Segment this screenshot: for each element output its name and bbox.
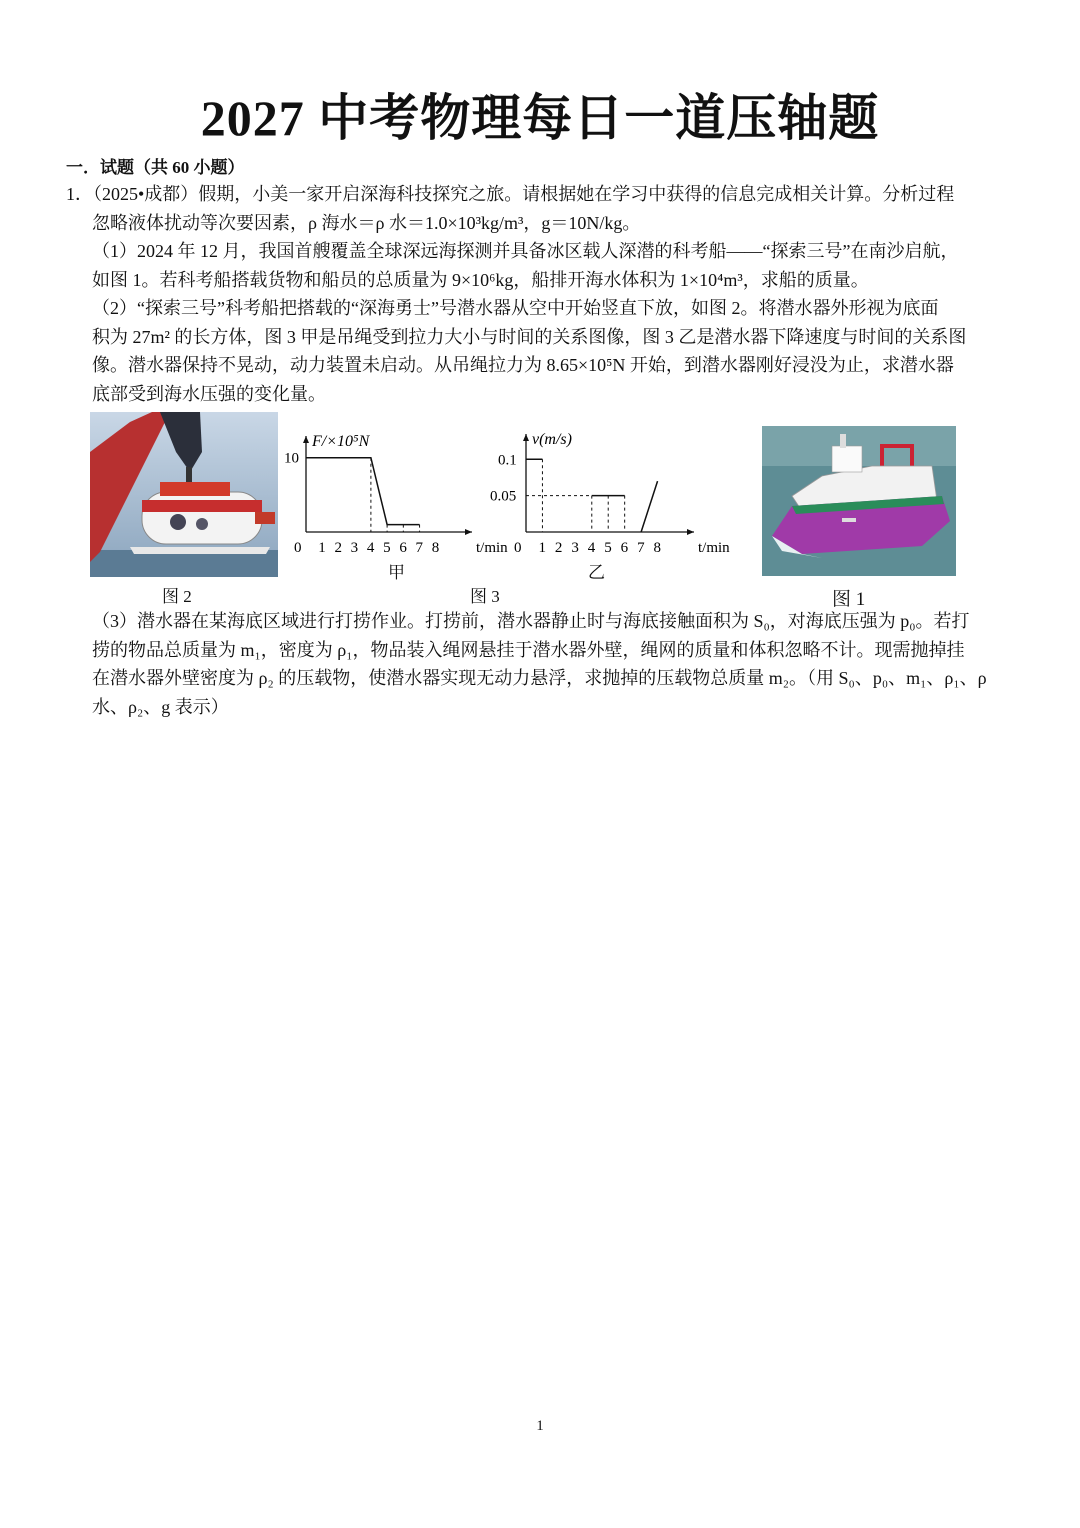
part3-line-2: 捞的物品总质量为 m₁，密度为 ρ₁，物品装入绳网悬挂于潜水器外壁，绳网的质量和体积忽略不计。现需抛掉挂	[92, 639, 965, 660]
x-tick-label: 1	[318, 540, 326, 556]
part3-line-1: （3）潜水器在某海底区域进行打捞作业。打捞前，潜水器静止时与海底接触面积为 S₀，对海底压强为 p₀。若打	[92, 611, 970, 631]
x-tick-label: 5	[383, 540, 391, 556]
x-tick-label: 2	[554, 540, 563, 556]
x-tick-label: 8	[431, 540, 440, 556]
part2-line-1: （2）“探索三号”科考船把搭载的“深海勇士”号潜水器从空中开始竖直下放，如图 2。将潜水器外形视为底面	[92, 298, 939, 318]
intro-line-1: 1．（2025•成都）假期，小美一家开启深海科技探究之旅。请根据她在学习中获得的信息完成相关计算。分析过程	[66, 184, 955, 204]
x-tick-label: 6	[620, 540, 629, 556]
chart-a-caption: 甲	[388, 563, 405, 582]
x-tick-label: 6	[399, 540, 407, 556]
part2-line-3: 像。潜水器保持不晃动，动力装置未启动。从吊绳拉力为 8.65×10⁵N 开始，到潜水器刚好浸没为止，求潜水器	[92, 355, 954, 375]
x-tick-label: 0	[294, 540, 302, 556]
x-tick-label: 3	[571, 540, 579, 556]
y-tick-label: 0.1	[498, 452, 517, 469]
figure-2-caption: 图 2	[162, 587, 192, 606]
part2-line-2: 积为 27m² 的长方体，图 3 甲是吊绳受到拉力大小与时间的关系图像，图 3 乙是潜水器下降速度与时间的关系图	[92, 326, 967, 347]
x-axis-label: t/min	[476, 540, 508, 556]
y-axis-arrow	[523, 434, 529, 441]
submersible-photo	[90, 412, 278, 577]
page-number: 1	[536, 1418, 544, 1434]
chart-b-caption: 乙	[588, 563, 605, 582]
x-tick-label: 7	[637, 540, 645, 556]
y-tick-label: 0.05	[490, 488, 517, 505]
figure-1-caption: 图 1	[832, 589, 866, 610]
intro-line-2: 忽略液体扰动等次要因素，ρ 海水＝ρ 水＝1.0×10³kg/m³，g＝10N/kg。	[92, 212, 641, 233]
question-text-part-b	[66, 607, 1046, 721]
y-axis-label: v(m/s)	[532, 431, 572, 448]
x-tick-label: 4	[366, 540, 375, 556]
part3-line-4: 水、ρ₂、g 表示）	[92, 696, 229, 717]
part3-line-3: 在潜水器外壁密度为 ρ₂ 的压载物，使潜水器实现无动力悬浮，求抛掉的压载物总质量 m₂。（用 S₀、p₀、m₁、ρ₁、ρ	[92, 668, 987, 688]
x-tick-label: 3	[350, 540, 359, 556]
x-tick-label: 2	[334, 540, 342, 556]
part2-line-4: 底部受到海水压强的变化量。	[92, 383, 326, 404]
x-tick-label: 1	[538, 540, 546, 556]
velocity-segment	[641, 481, 657, 532]
y-axis-arrow	[303, 436, 309, 443]
figure-row	[88, 410, 968, 610]
x-tick-label: 5	[604, 540, 612, 556]
x-axis-label: t/min	[698, 540, 730, 556]
force-series-line	[306, 458, 420, 525]
part1-line-1: （1）2024 年 12 月，我国首艘覆盖全球深远海探测并具备冰区载人深潜的科考船——“探索三号”在南沙启航，	[92, 241, 959, 261]
ship-photo	[762, 426, 956, 576]
y-tick-label: 10	[284, 450, 299, 467]
y-axis-label: F/×10⁵N	[312, 433, 370, 450]
x-tick-label: 0	[514, 540, 522, 556]
x-tick-label: 4	[587, 540, 596, 556]
x-axis-arrow	[465, 529, 472, 535]
x-tick-label: 7	[415, 540, 424, 556]
question-text-part-a	[66, 180, 1046, 408]
x-tick-label: 8	[653, 540, 662, 556]
section-heading: 一．试题（共 60 小题）	[66, 158, 245, 177]
page-title: 2027 中考物理每日一道压轴题	[200, 90, 880, 146]
x-axis-arrow	[687, 529, 694, 535]
figure-3-caption: 图 3	[470, 587, 500, 606]
part1-line-2: 如图 1。若科考船搭载货物和船员的总质量为 9×10⁶kg，船排开海水体积为 1×10⁴m³，求船的质量。	[92, 269, 869, 290]
